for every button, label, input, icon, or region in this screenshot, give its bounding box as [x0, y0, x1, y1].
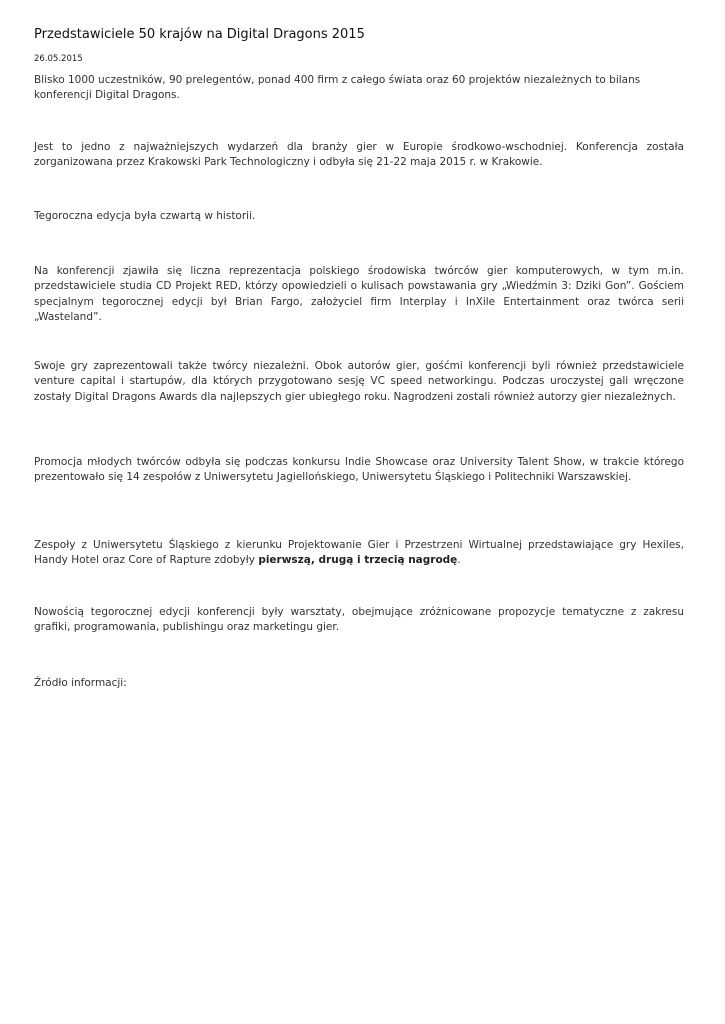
- teams-text-before: Zespoły z Uniwersytetu Śląskiego z kierunku Projektowanie Gier i Przestrzeni Wirtualnej przedstawiające gry Hexiles, Handy Hotel oraz Core of Rapture zdobyły: [34, 539, 684, 567]
- paragraph-event: Jest to jedno z najważniejszych wydarzeń dla branży gier w Europie środkowo-wschodniej. Konferencja została zorganizowana przez Krakowski Park Technologiczny i odbyła się 21-22 maja 2015 r. w Krakowie.: [34, 141, 684, 169]
- article: [34, 26, 684, 689]
- paragraph-young-creators: Promocja młodych twórców odbyła się podczas konkursu Indie Showcase oraz University Talent Show, w trakcie którego prezentowało się 14 zespołów z Uniwersytetu Jagiellońskiego, Uniwersytetu Śląskiego i Politechniki Warszawskiej.: [34, 456, 684, 484]
- article-date: 26.05.2015: [34, 54, 83, 64]
- article-title: Przedstawiciele 50 krajów na Digital Dragons 2015: [34, 27, 365, 42]
- teams-awards-bold: pierwszą, drugą i trzecią nagrodę: [258, 554, 458, 567]
- paragraph-indie: Swoje gry zaprezentowali także twórcy niezależni. Obok autorów gier, gośćmi konferencji byli również przedstawiciele venture capital i startupów, dla których przygotowano sesję VC speed networkingu. Podczas uroczystej gali wręczone zostały Digital Dragons Awards dla najlepszych gier ubiegłego roku. Nagrodzeni zostali również autorzy gier niezależnych.: [34, 360, 684, 403]
- source-label: Źródło informacji:: [34, 677, 127, 689]
- paragraph-edition: Tegoroczna edycja była czwartą w historii.: [34, 210, 256, 222]
- paragraph-teams: [34, 538, 684, 569]
- paragraph-workshops: Nowością tegorocznej edycji konferencji były warsztaty, obejmujące zróżnicowane propozycje tematyczne z zakresu grafiki, programowania, publishingu oraz marketingu gier.: [34, 606, 684, 634]
- paragraph-representation: Na konferencji zjawiła się liczna reprezentacja polskiego środowiska twórców gier komputerowych, w tym m.in. przedstawiciele studia CD Projekt RED, którzy opowiedzieli o kulisach powstawania gry „Wiedźmin 3: Dziki Gon”. Gościem specjalnym tegorocznej edycji był Brian Fargo, założyciel firm Interplay i InXile Entertainment oraz twórca serii „Wasteland”.: [34, 265, 684, 324]
- paragraph-intro: Blisko 1000 uczestników, 90 prelegentów, ponad 400 firm z całego świata oraz 60 projektów niezależnych to bilans konferencji Digital Dragons.: [34, 74, 641, 102]
- teams-text-after: .: [457, 554, 461, 567]
